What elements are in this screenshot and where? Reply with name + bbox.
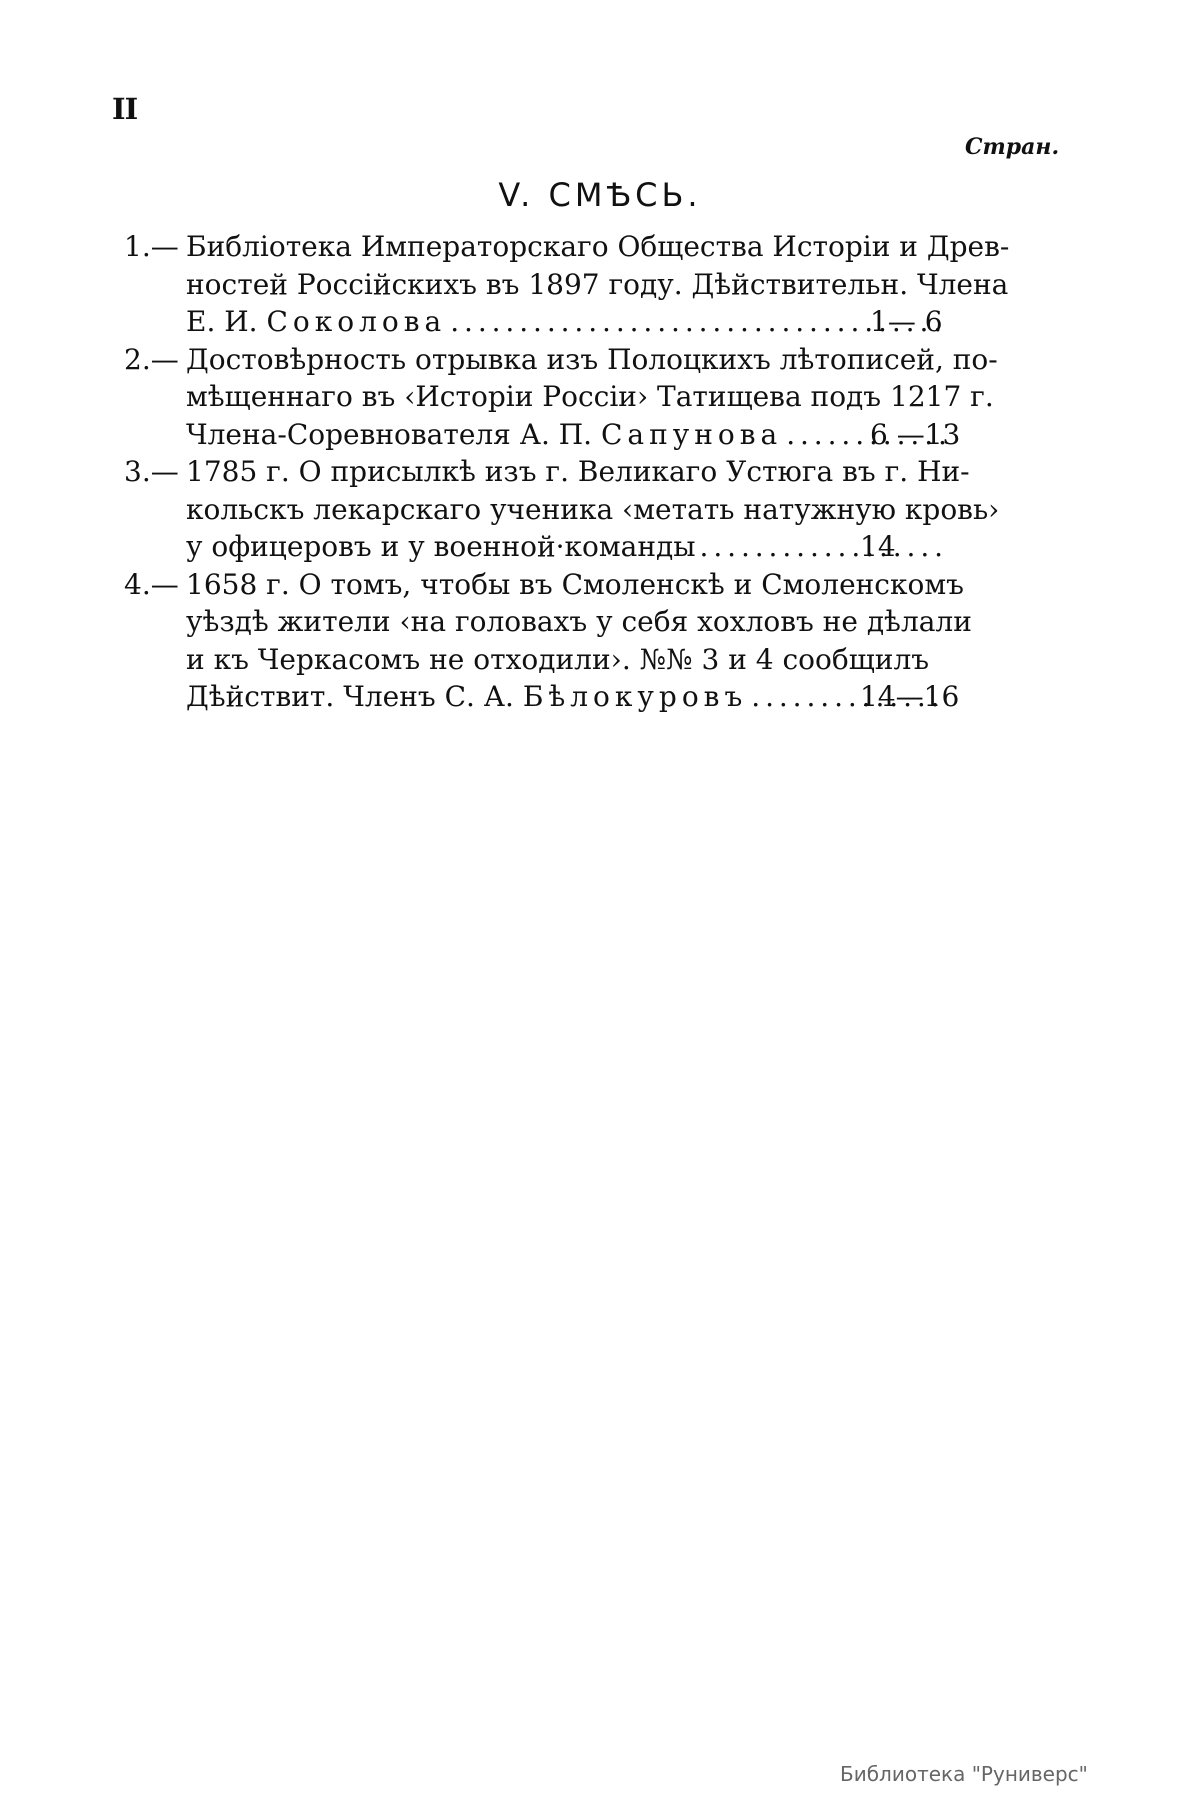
toc-entry-3 (124, 453, 1084, 566)
pages-column-label: Стран. (965, 134, 1060, 160)
entry-line: кольскъ лекарскаго ученика ‹метать натужную кровь› (186, 492, 1000, 526)
library-watermark: Библиотека "Руниверс" (840, 1762, 1088, 1786)
entry-pages: 6 —13 (870, 417, 961, 451)
entry-line: Члена-Соревнователя А. П. Сапунова (186, 417, 783, 451)
entry-line: и къ Черкасомъ не отходили›. №№ 3 и 4 сообщилъ (186, 642, 930, 676)
entry-line: уѣздѣ жители ‹на головахъ у себя хохловъ не дѣлали (186, 605, 972, 638)
entry-number: 1.— (124, 230, 179, 263)
author-name: Сапунова (600, 417, 783, 451)
page-number: II (112, 92, 138, 126)
author-name: Соколова (266, 305, 447, 338)
section-heading: V. СМѢСЬ. (498, 176, 702, 214)
entry-line: у офицеровъ и у военной·команды (186, 530, 696, 563)
entry-line: Достовѣрность отрывка изъ Полоцкихъ лѣтописей, по- (186, 342, 998, 376)
entry-line: ностей Россійскихъ въ 1897 году. Дѣйствительн. Члена (186, 267, 1009, 301)
entry-line: 1658 г. О томъ, чтобы въ Смоленскѣ и Смоленскомъ (186, 567, 964, 601)
entry-pages: 1— 6 (870, 305, 943, 338)
entry-line: 1785 г. О присылкѣ изъ г. Великаго Устюга въ г. Ни- (186, 455, 970, 488)
toc-entry-2 (124, 341, 1084, 454)
entry-pages: 14 (860, 530, 896, 563)
entry-number: 2.— (124, 342, 179, 376)
author-name: Бѣлокуровъ (522, 680, 748, 713)
entry-number: 3.— (124, 455, 179, 488)
toc-entry-4 (124, 566, 1084, 716)
entry-pages: 14—16 (860, 680, 960, 713)
entry-line: мѣщеннаго въ ‹Исторіи Россіи› Татищева подъ 1217 г. (186, 380, 994, 413)
entry-line: Е. И. Соколова (186, 305, 447, 338)
dot-leader (700, 528, 946, 566)
entry-line: Библіотека Императорскаго Общества Исторіи и Древ- (186, 230, 1010, 263)
entry-number: 4.— (124, 567, 179, 601)
toc-entry-1 (124, 228, 1084, 341)
table-of-contents (124, 228, 1084, 716)
entry-line: Дѣйствит. Членъ С. А. Бѣлокуровъ (186, 680, 748, 713)
